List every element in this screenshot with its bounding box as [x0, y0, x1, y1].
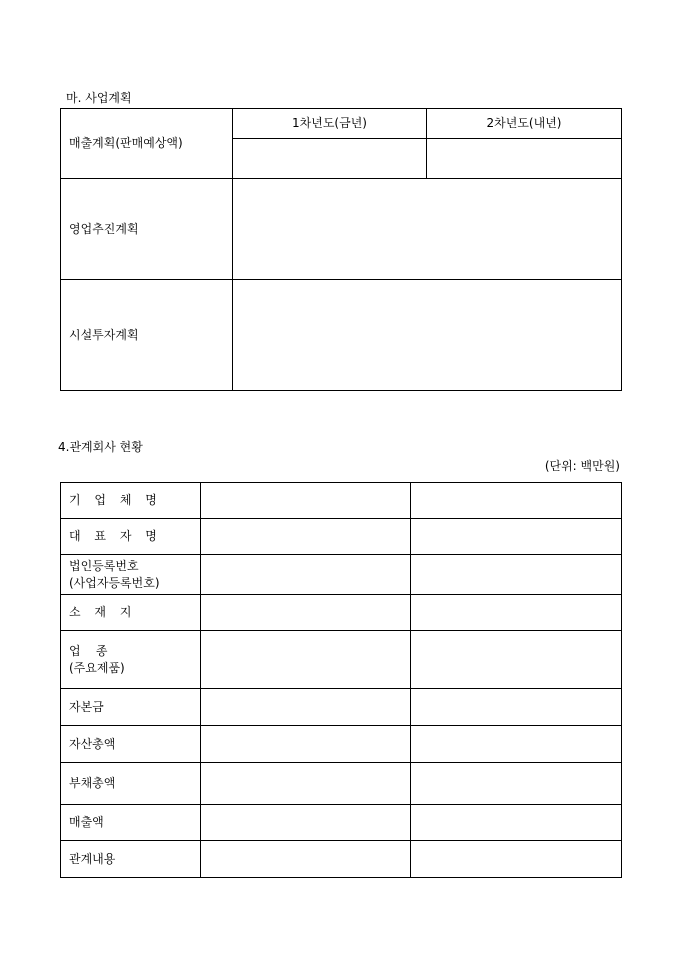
industry-cell-2[interactable] — [411, 631, 622, 689]
location-cell-2[interactable] — [411, 595, 622, 631]
unit-note: (단위: 백만원) — [544, 459, 620, 473]
capital-label: 자본금 — [61, 689, 201, 726]
corporate-registration-text: 법인등록번호 — [69, 558, 139, 573]
facility-investment-label: 시설투자계획 — [61, 280, 233, 391]
business-plan-table — [60, 108, 622, 391]
representative-cell-1[interactable] — [201, 519, 411, 555]
sales-amount-cell-2[interactable] — [411, 805, 622, 841]
industry-text: 업 종 — [69, 643, 108, 658]
total-assets-cell-2[interactable] — [411, 726, 622, 763]
relationship-cell-1[interactable] — [201, 841, 411, 878]
sales-promotion-cell[interactable] — [233, 179, 622, 280]
affiliates-heading: 4.관계회사 현황 — [58, 440, 143, 454]
representative-label: 대 표 자 명 — [61, 519, 201, 555]
total-liabilities-label: 부채총액 — [61, 763, 201, 805]
main-products-text: (주요제품) — [69, 660, 125, 675]
sales-plan-label: 매출계획(판매예상액) — [61, 109, 233, 179]
company-name-cell-2[interactable] — [411, 483, 622, 519]
year2-header: 2차년도(내년) — [427, 109, 622, 139]
registration-number-cell-1[interactable] — [201, 555, 411, 595]
sales-promotion-label: 영업추진계획 — [61, 179, 233, 280]
year1-sales-cell[interactable] — [233, 139, 427, 179]
location-label: 소 재 지 — [61, 595, 201, 631]
capital-cell-2[interactable] — [411, 689, 622, 726]
representative-cell-2[interactable] — [411, 519, 622, 555]
industry-label — [61, 631, 201, 689]
total-assets-label: 자산총액 — [61, 726, 201, 763]
sales-amount-label: 매출액 — [61, 805, 201, 841]
relationship-label: 관계내용 — [61, 841, 201, 878]
total-liabilities-cell-2[interactable] — [411, 763, 622, 805]
sales-amount-cell-1[interactable] — [201, 805, 411, 841]
total-liabilities-cell-1[interactable] — [201, 763, 411, 805]
capital-cell-1[interactable] — [201, 689, 411, 726]
business-registration-text: (사업자등록번호) — [69, 575, 160, 590]
year2-sales-cell[interactable] — [427, 139, 622, 179]
affiliates-table — [60, 482, 622, 878]
business-plan-heading: 마. 사업계획 — [66, 91, 132, 105]
industry-cell-1[interactable] — [201, 631, 411, 689]
registration-number-cell-2[interactable] — [411, 555, 622, 595]
total-assets-cell-1[interactable] — [201, 726, 411, 763]
location-cell-1[interactable] — [201, 595, 411, 631]
company-name-label: 기 업 체 명 — [61, 483, 201, 519]
registration-number-label — [61, 555, 201, 595]
relationship-cell-2[interactable] — [411, 841, 622, 878]
year1-header: 1차년도(금년) — [233, 109, 427, 139]
facility-investment-cell[interactable] — [233, 280, 622, 391]
company-name-cell-1[interactable] — [201, 483, 411, 519]
